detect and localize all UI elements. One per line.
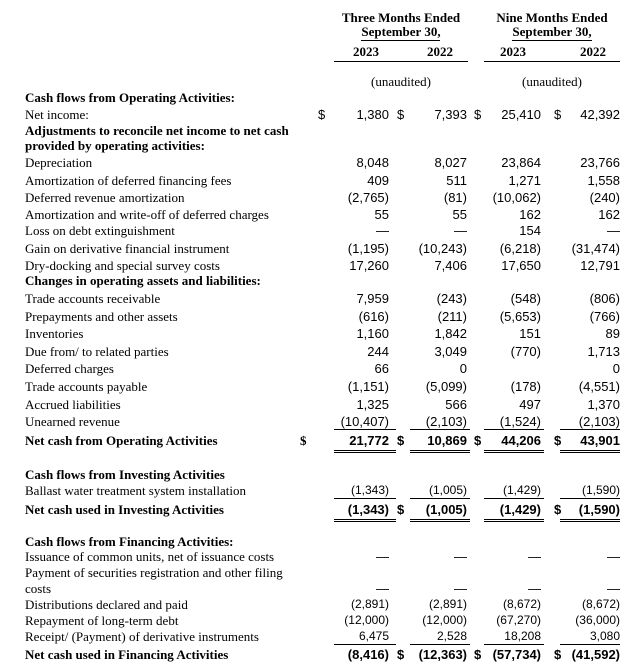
total-double-rule — [410, 450, 470, 453]
table-row: Prepayments and other assets (616) (211) (5,653) (766) — [25, 309, 620, 324]
section-title-financing: Cash flows from Financing Activities: — [25, 534, 234, 549]
header-three-months: Three Months Ended — [341, 10, 461, 25]
total-double-rule — [560, 450, 620, 453]
table-row: Ballast water treatment system installation (1,343) (1,005) (1,429) (1,590) — [25, 483, 620, 498]
header-nine-months-date: September 30, — [512, 24, 592, 39]
subtotal-rule — [334, 429, 396, 430]
table-row: Depreciation 8,048 8,027 23,864 23,766 — [25, 155, 620, 170]
subtotal-rule — [484, 429, 544, 430]
subtotal-rule — [410, 429, 470, 430]
total-double-rule — [410, 519, 470, 522]
header-rule — [334, 61, 468, 62]
subtotal-rule — [334, 498, 396, 499]
table-row: Unearned revenue (10,407) (2,103) (1,524) (2,103) — [25, 414, 620, 429]
subtotal-rule — [334, 644, 396, 645]
table-row: Inventories 1,160 1,842 151 89 — [25, 326, 620, 341]
header-three-months-date: September 30, — [361, 24, 441, 39]
subtotal-rule — [410, 644, 470, 645]
table-row: Trade accounts receivable 7,959 (243) (548) (806) — [25, 291, 620, 306]
table-row: Gain on derivative financial instrument (1,195) (10,243) (6,218) (31,474) — [25, 241, 620, 256]
table-row: Receipt/ (Payment) of derivative instruments 6,475 2,528 18,208 3,080 — [25, 629, 620, 644]
subtotal-rule — [560, 429, 620, 430]
header-year-2023-a: 2023 — [353, 44, 379, 59]
changes-heading: Changes in operating assets and liabilities: — [25, 273, 261, 288]
table-row: Amortization of deferred financing fees 409 511 1,271 1,558 — [25, 173, 620, 188]
table-row: Dry-docking and special survey costs 17,260 7,406 17,650 12,791 — [25, 258, 620, 273]
header-rule — [484, 61, 620, 62]
table-row: Deferred revenue amortization (2,765) (81) (10,062) (240) — [25, 190, 620, 205]
table-row: Loss on debt extinguishment — — 154 — — [25, 223, 620, 238]
header-underline — [512, 40, 592, 41]
table-row: Issuance of common units, net of issuance costs — — — — — [25, 549, 620, 564]
header-year-2023-b: 2023 — [500, 44, 526, 59]
section-title-investing: Cash flows from Investing Activities — [25, 467, 225, 482]
subtotal-rule — [484, 498, 544, 499]
table-row: Accrued liabilities 1,325 566 497 1,370 — [25, 397, 620, 412]
header-nine-months: Nine Months Ended — [496, 10, 608, 25]
subtotal-rule — [410, 498, 470, 499]
table-row-total: Net cash used in Investing Activities (1,343) $ (1,005) (1,429) $ (1,590) — [25, 502, 620, 517]
subtotal-rule — [560, 498, 620, 499]
table-row: Deferred charges 66 0 0 — [25, 361, 620, 376]
table-row-label: Payment of securities registration and other filing — [25, 565, 283, 580]
subtotal-rule — [560, 644, 620, 645]
table-row: Trade accounts payable (1,151) (5,099) (178) (4,551) — [25, 379, 620, 394]
table-row-total: Net cash used in Financing Activities (8,416) $ (12,363) $ (57,734) $ (41,592) — [25, 647, 620, 662]
header-underline — [361, 40, 440, 41]
table-row: Net income: $ 1,380 $ 7,393 $ 25,410 $ 42,392 — [25, 107, 620, 122]
total-double-rule — [560, 519, 620, 522]
table-row: Repayment of long-term debt (12,000) (12,000) (67,270) (36,000) — [25, 613, 620, 628]
table-row: costs — — — — — [25, 581, 620, 596]
header-year-2022-a: 2022 — [427, 44, 453, 59]
table-row-total: Net cash from Operating Activities $ 21,772 $ 10,869 $ 44,206 $ 43,901 — [25, 433, 620, 448]
unaudited-label: (unaudited) — [522, 74, 582, 89]
total-double-rule — [334, 450, 396, 453]
adjustments-heading: Adjustments to reconcile net income to net cash — [25, 123, 289, 138]
table-row: Due from/ to related parties 244 3,049 (770) 1,713 — [25, 344, 620, 359]
table-row: Amortization and write-off of deferred charges 55 55 162 162 — [25, 207, 620, 222]
adjustments-heading: provided by operating activities: — [25, 138, 205, 153]
subtotal-rule — [484, 644, 544, 645]
total-double-rule — [484, 450, 544, 453]
unaudited-label: (unaudited) — [371, 74, 431, 89]
total-double-rule — [334, 519, 396, 522]
total-double-rule — [484, 519, 544, 522]
table-row: Distributions declared and paid (2,891) (2,891) (8,672) (8,672) — [25, 597, 620, 612]
section-title-operating: Cash flows from Operating Activities: — [25, 90, 235, 105]
header-year-2022-b: 2022 — [580, 44, 606, 59]
